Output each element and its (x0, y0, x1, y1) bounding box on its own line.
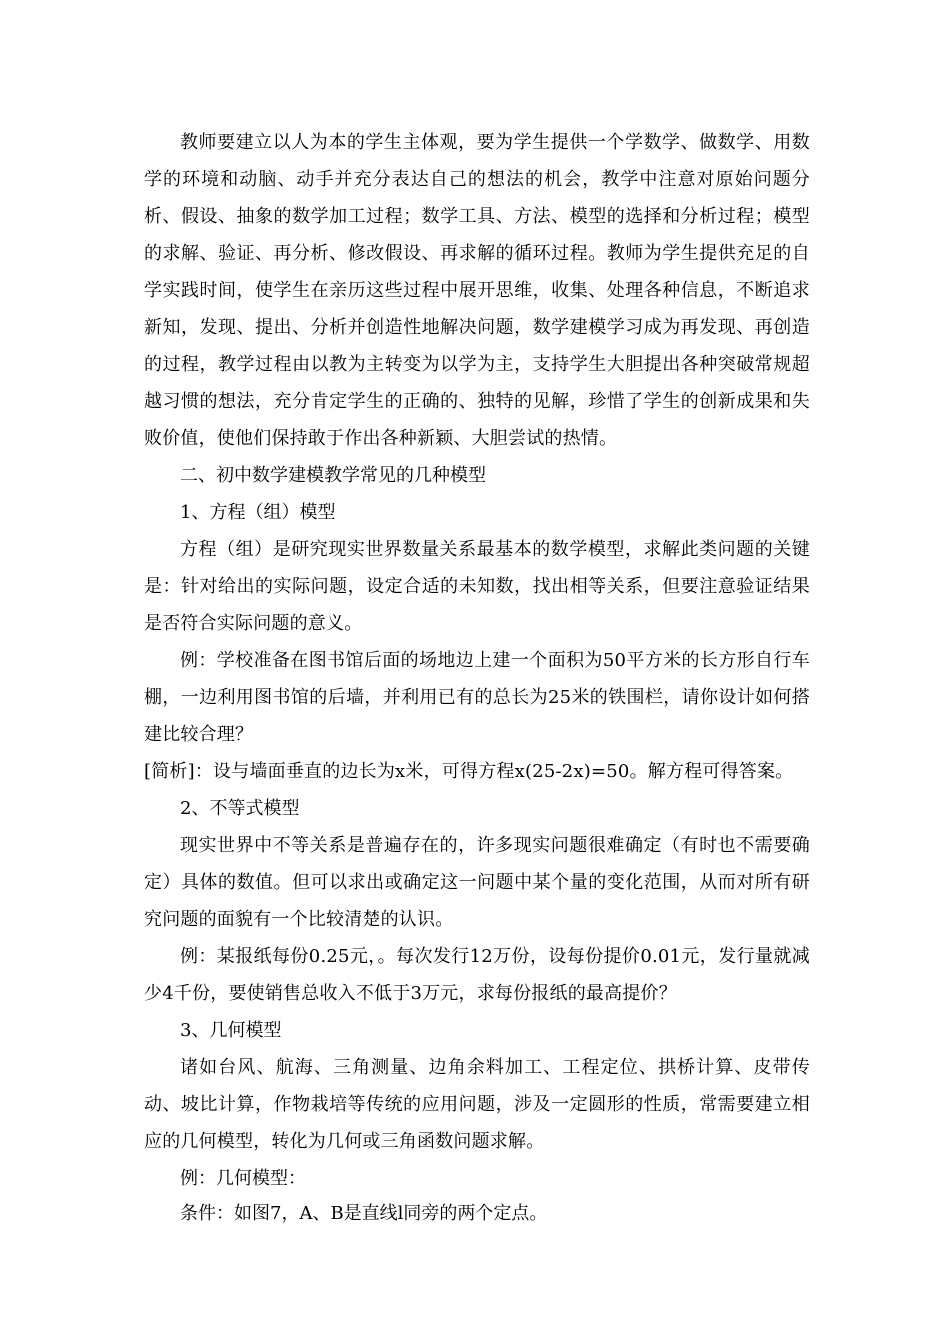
body-paragraph: 诸如台风、航海、三角测量、边角余料加工、工程定位、拱桥计算、皮带传动、坡比计算，作物栽培等传统的应用问题，涉及一定圆形的性质，常需要建立相应的几何模型，转化为几何或三角函数问题求解。 (144, 1057, 810, 1152)
body-paragraph: 教师要建立以人为本的学生主体观，要为学生提供一个学数学、做数学、用数学的环境和动脑、动手并充分表达自己的想法的机会，教学中注意对原始问题分析、假设、抽象的数学加工过程；数学工具、方法、模型的选择和分析过程；模型的求解、验证、再分析、修改假设、再求解的循环过程。教师为学生提供充足的自学实践时间，使学生在亲历这些过程中展开思维，收集、处理各种信息，不断追求新知，发现、提出、分析并创造性地解决问题，数学建模学习成为再发现、再创造的过程，教学过程由以教为主转变为以学为主，支持学生大胆提出各种突破常规超越习惯的想法，充分肯定学生的正确的、独特的见解，珍惜了学生的创新成果和失败价值，使他们保持敢于作出各种新颖、大胆尝试的热情。 (144, 132, 810, 449)
analysis-paragraph: [简析]：设与墙面垂直的边长为x米，可得方程x(25-2x)=50。解方程可得答案。 (144, 761, 794, 782)
subsection-heading: 3、几何模型 (180, 1020, 282, 1041)
subsection-heading: 1、方程（组）模型 (180, 502, 336, 523)
document-page (144, 124, 810, 1230)
subsection-heading: 2、不等式模型 (180, 798, 300, 819)
example-paragraph: 例：学校准备在图书馆后面的场地边上建一个面积为50平方米的长方形自行车棚，一边利用图书馆的后墙，并利用已有的总长为25米的铁围栏，请你设计如何搭建比较合理？ (144, 650, 810, 745)
example-label: 例：几何模型： (180, 1168, 306, 1189)
example-paragraph: 例：某报纸每份0.25元，。每次发行12万份，设每份提价0.01元，发行量就减少4千份，要使销售总收入不低于3万元，求每份报纸的最高提价？ (144, 946, 810, 1004)
section-heading: 二、初中数学建模教学常见的几种模型 (180, 465, 486, 486)
body-paragraph: 方程（组）是研究现实世界数量关系最基本的数学模型，求解此类问题的关键是：针对给出的实际问题，设定合适的未知数，找出相等关系，但要注意验证结果是否符合实际问题的意义。 (144, 539, 810, 634)
body-paragraph: 现实世界中不等关系是普遍存在的，许多现实问题很难确定（有时也不需要确定）具体的数值。但可以求出或确定这一问题中某个量的变化范围，从而对所有研究问题的面貌有一个比较清楚的认识。 (144, 835, 810, 930)
condition-line: 条件：如图7，A、B是直线l同旁的两个定点。 (180, 1203, 548, 1224)
